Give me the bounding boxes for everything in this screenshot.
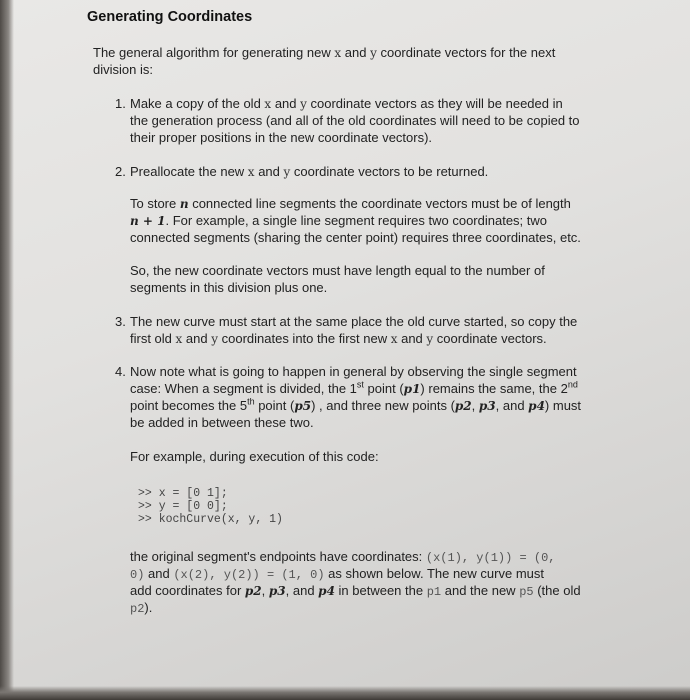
- ordinal-suffix: st: [356, 379, 364, 390]
- var-y: y: [283, 165, 291, 179]
- step-text: point becomes the 5: [130, 398, 248, 413]
- step-text: and: [144, 566, 174, 581]
- step-2-para-2-line-2: segments in this division plus one.: [130, 280, 328, 295]
- step-text: coordinates into the first new: [218, 331, 391, 346]
- step-text: coordinate vectors as they will be needed in: [306, 96, 563, 111]
- step-text: point (: [254, 398, 295, 413]
- step-text: To store: [130, 196, 180, 211]
- code-line: >> x = [0 1];: [138, 487, 228, 500]
- point-p5: p5: [294, 399, 312, 413]
- point-p4: p4: [318, 584, 335, 598]
- step-2-para-1-line-1: [130, 195, 571, 213]
- step-text: ).: [144, 600, 153, 615]
- inline-code: p2: [130, 602, 145, 616]
- step-text: in between the: [334, 583, 427, 598]
- var-y: y: [300, 97, 307, 111]
- step-text: as shown below. The new curve must: [324, 566, 544, 581]
- step-text: case: When a segment is divided, the 1: [130, 381, 357, 396]
- page-title: Generating Coordinates: [87, 9, 253, 25]
- step-4-number: 4.: [115, 364, 126, 379]
- step-4-line-2: [130, 380, 578, 398]
- var-n-plus-1: n + 1: [130, 214, 166, 228]
- var-y: y: [426, 332, 434, 346]
- var-n: n: [179, 197, 189, 211]
- code-block: [138, 487, 283, 526]
- step-2-number: 2.: [115, 164, 126, 179]
- step-4-line-1: Now note what is going to happen in general by observing the single segment: [130, 364, 577, 379]
- point-p2: p2: [244, 584, 262, 598]
- inline-code: 0): [130, 568, 145, 582]
- step-text: connected line segments the coordinate vectors must be of length: [188, 196, 571, 211]
- intro-text: The general algorithm for generating new: [93, 45, 335, 60]
- var-x: x: [390, 332, 398, 346]
- inline-code: (x(1), y(1)) = (0,: [425, 551, 556, 565]
- inline-code: p1: [426, 585, 442, 599]
- step-text: add coordinates for: [130, 583, 245, 598]
- after-line-3: [130, 582, 581, 601]
- var-x: x: [247, 165, 255, 179]
- step-4-line-4: be added in between these two.: [130, 415, 314, 430]
- step-text: Make a copy of the old: [130, 96, 265, 111]
- intro-text: coordinate vectors for the next: [376, 45, 556, 60]
- code-line: >> y = [0 0];: [138, 500, 228, 513]
- after-line-4: [130, 599, 152, 618]
- step-text: ) must: [544, 398, 582, 413]
- conj-text: and: [271, 96, 301, 111]
- step-text: (the old: [533, 583, 581, 598]
- conj-text: and: [341, 45, 371, 60]
- step-4-line-3: [130, 397, 581, 415]
- var-y: y: [211, 332, 218, 346]
- example-intro: For example, during execution of this code:: [130, 449, 379, 464]
- step-text: the original segment's endpoints have coordinates:: [130, 549, 426, 564]
- step-text: ) remains the same, the 2: [420, 381, 568, 396]
- point-p3: p3: [268, 584, 286, 598]
- step-1-line-1: [130, 95, 563, 113]
- punct: ,: [471, 398, 479, 413]
- intro-line-2: division is:: [93, 62, 153, 77]
- ordinal-suffix: th: [247, 396, 255, 407]
- step-2-para-1-line-3: connected segments (sharing the center point) requires three coordinates, etc.: [130, 230, 581, 245]
- point-p4: p4: [528, 399, 545, 413]
- step-1-number: 1.: [115, 96, 126, 111]
- step-text: first old: [130, 331, 176, 346]
- conj-text: and: [182, 331, 212, 346]
- var-x: x: [334, 46, 342, 60]
- punct: , and: [495, 398, 529, 413]
- inline-code: (x(2), y(2)) = (1, 0): [173, 568, 325, 582]
- punct: , and: [285, 583, 319, 598]
- step-text: coordinate vectors.: [433, 331, 547, 346]
- ordinal-suffix: nd: [567, 379, 578, 390]
- var-x: x: [264, 97, 272, 111]
- step-3-line-1: The new curve must start at the same place the old curve started, so copy the: [130, 314, 578, 329]
- inline-code: p5: [519, 585, 534, 599]
- step-1-line-3: their proper positions in the new coordinate vectors).: [130, 130, 433, 145]
- step-2-line-1: [130, 163, 488, 181]
- step-text: Preallocate the new: [130, 164, 248, 179]
- step-text: point (: [363, 381, 404, 396]
- step-text: ) , and three new points (: [311, 398, 455, 413]
- step-text: coordinate vectors to be returned.: [290, 164, 489, 179]
- punct: ,: [261, 583, 269, 598]
- conj-text: and: [397, 331, 427, 346]
- step-3-line-2: [130, 330, 547, 348]
- point-p1: p1: [403, 382, 421, 396]
- step-text: and the new: [441, 583, 520, 598]
- point-p3: p3: [478, 399, 496, 413]
- step-text: . For example, a single line segment requires two coordinates; two: [165, 213, 548, 228]
- step-1-line-2: the generation process (and all of the old coordinates will need to be copied to: [130, 113, 580, 128]
- step-2-para-2-line-1: So, the new coordinate vectors must have length equal to the number of: [130, 263, 545, 278]
- var-x: x: [175, 332, 183, 346]
- step-3-number: 3.: [115, 314, 126, 329]
- code-line: >> kochCurve(x, y, 1): [138, 513, 283, 526]
- conj-text: and: [254, 164, 284, 179]
- intro-line-1: [93, 44, 555, 62]
- point-p2: p2: [454, 399, 472, 413]
- var-y: y: [370, 46, 377, 60]
- step-2-para-1-line-2: [130, 212, 547, 230]
